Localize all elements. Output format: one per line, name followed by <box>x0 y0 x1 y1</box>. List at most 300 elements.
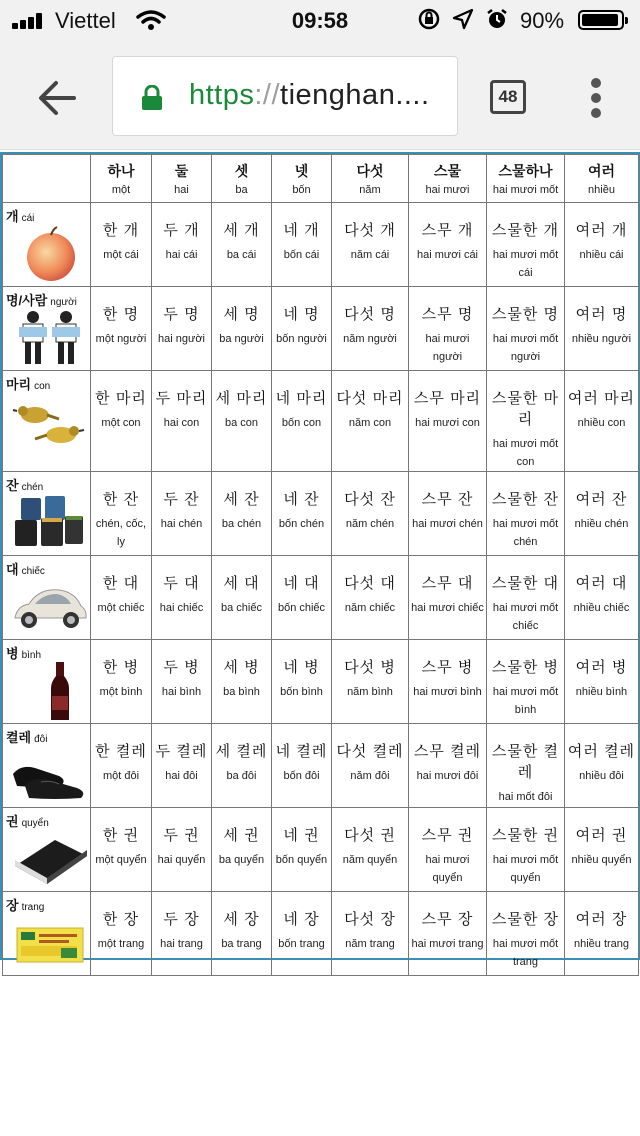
cell-vietnamese: nhiều chén <box>574 518 629 530</box>
unit-korean: 마리 <box>6 377 32 392</box>
table-row <box>3 556 639 640</box>
table-cell <box>565 287 639 371</box>
table-cell <box>409 892 487 976</box>
unit-vietnamese: đôi <box>34 734 48 745</box>
table-cell <box>332 287 409 371</box>
unit-label <box>6 374 50 394</box>
battery-icon <box>578 10 624 30</box>
unit-vietnamese: con <box>34 381 51 392</box>
cell-vietnamese: nhiều chiếc <box>573 602 630 614</box>
cell-korean: 스무 권 <box>421 827 474 844</box>
cell-korean: 여러 권 <box>575 827 628 844</box>
table-cell <box>152 892 212 976</box>
unit-label <box>6 895 44 915</box>
column-header <box>409 155 487 203</box>
cell-korean: 네 마리 <box>275 390 328 407</box>
cell-vietnamese: hai bình <box>161 686 202 698</box>
header-korean: 여러 <box>587 163 616 179</box>
cell-vietnamese: hai mươi quyển <box>425 854 470 884</box>
table-cell <box>91 472 152 556</box>
cell-vietnamese: năm trang <box>345 938 395 950</box>
cell-korean: 스무 명 <box>421 306 474 323</box>
header-korean: 다섯 <box>356 163 384 179</box>
cell-korean: 네 잔 <box>283 491 320 508</box>
table-row <box>3 640 639 724</box>
cell-korean: 세 켤레 <box>215 743 268 760</box>
table-cell <box>409 371 487 472</box>
table-cell <box>487 892 565 976</box>
cell-vietnamese: hai mươi người <box>425 333 470 363</box>
cell-korean: 스물한 장 <box>491 911 560 928</box>
battery-percent: 90% <box>520 8 565 33</box>
cell-vietnamese: năm cái <box>350 249 390 261</box>
tab-switcher-button[interactable]: 48 <box>490 80 526 114</box>
cell-korean: 세 잔 <box>223 491 260 508</box>
cell-vietnamese: bốn con <box>281 417 322 429</box>
alarm-icon <box>486 8 508 30</box>
cell-vietnamese: một bình <box>99 686 143 698</box>
table-row <box>3 371 639 472</box>
cell-vietnamese: hai cái <box>165 249 198 261</box>
birds-picture <box>11 393 89 451</box>
people-reading-picture <box>11 309 89 367</box>
cell-vietnamese: hai mươi mốt con <box>492 438 559 468</box>
table-row <box>3 472 639 556</box>
cell-vietnamese: hai mươi mốt quyển <box>492 854 559 884</box>
cell-korean: 다섯 대 <box>344 575 396 592</box>
cell-korean: 스물한 켤레 <box>491 743 560 781</box>
unit-vietnamese: bình <box>21 650 42 661</box>
cell-vietnamese: bốn người <box>276 333 327 345</box>
unit-korean: 대 <box>6 562 19 577</box>
table-cell <box>487 640 565 724</box>
table-cell <box>212 724 272 808</box>
table-cell <box>565 640 639 724</box>
header-korean: 넷 <box>294 163 309 179</box>
cell-korean: 네 대 <box>283 575 320 592</box>
cell-vietnamese: hai mươi cái <box>416 249 479 261</box>
carrier-name: Viettel <box>55 8 116 33</box>
cell-vietnamese: bốn chén <box>278 518 325 530</box>
cell-korean: 스물한 권 <box>491 827 560 844</box>
back-arrow-icon[interactable] <box>34 76 78 120</box>
cell-korean: 세 개 <box>223 222 260 239</box>
table-cell <box>487 556 565 640</box>
cell-korean: 한 장 <box>102 911 140 928</box>
table-cell <box>152 808 212 892</box>
cell-korean: 다섯 개 <box>344 222 396 239</box>
cell-korean: 두 개 <box>163 222 200 239</box>
cell-vietnamese: nhiều bình <box>575 686 628 698</box>
header-vietnamese: ba <box>235 184 248 196</box>
cell-korean: 세 대 <box>223 575 260 592</box>
car-picture <box>11 578 89 636</box>
table-cell <box>409 724 487 808</box>
cell-vietnamese: ba trang <box>221 938 262 950</box>
cell-vietnamese: hai mươi trang <box>411 938 484 950</box>
table-cell <box>91 808 152 892</box>
status-time: 09:58 <box>291 8 349 33</box>
cell-korean: 두 켤레 <box>155 743 208 760</box>
unit-vietnamese: chiếc <box>21 566 45 577</box>
cell-vietnamese: bốn cái <box>283 249 320 261</box>
table-cell <box>487 203 565 287</box>
cell-vietnamese: một con <box>101 417 141 429</box>
cell-vietnamese: ba bình <box>223 686 260 698</box>
table-cell <box>332 892 409 976</box>
cell-vietnamese: hai con <box>163 417 200 429</box>
cell-korean: 스물한 병 <box>491 659 560 676</box>
cell-vietnamese: nhiều cái <box>579 249 624 261</box>
table-row <box>3 808 639 892</box>
cell-korean: 스무 장 <box>421 911 474 928</box>
cell-korean: 네 병 <box>283 659 320 676</box>
table-cell <box>152 472 212 556</box>
table-header-row <box>3 155 639 203</box>
cell-vietnamese: chén, cốc, ly <box>95 518 147 548</box>
table-cell <box>272 472 332 556</box>
table-cell <box>91 371 152 472</box>
cell-korean: 한 잔 <box>102 491 140 508</box>
table-cell <box>91 556 152 640</box>
cell-korean: 다섯 권 <box>344 827 396 844</box>
cell-vietnamese: hai chén <box>160 518 203 530</box>
cell-korean: 여러 장 <box>575 911 628 928</box>
unit-label <box>6 811 49 831</box>
unit-cell <box>3 892 91 976</box>
cell-korean: 한 명 <box>102 306 140 323</box>
unit-label <box>6 290 77 310</box>
cell-vietnamese: nhiều con <box>577 417 626 429</box>
cell-korean: 스물한 대 <box>491 575 560 592</box>
table-cell <box>212 287 272 371</box>
rotation-lock-icon <box>418 8 440 30</box>
table-cell <box>272 556 332 640</box>
cell-vietnamese: nhiều quyển <box>571 854 632 866</box>
unit-vietnamese: chén <box>21 482 44 493</box>
table-cell <box>91 287 152 371</box>
location-icon <box>452 8 474 30</box>
table-cell <box>487 472 565 556</box>
cell-korean: 두 병 <box>163 659 200 676</box>
table-cell <box>487 724 565 808</box>
unit-label <box>6 206 34 226</box>
cell-vietnamese: một trang <box>97 938 145 950</box>
table-cell <box>272 287 332 371</box>
table-cell <box>152 556 212 640</box>
unit-korean: 병 <box>6 646 19 661</box>
cell-korean: 여러 잔 <box>575 491 628 508</box>
cell-korean: 스무 대 <box>421 575 474 592</box>
header-vietnamese: bốn <box>292 184 311 196</box>
cell-vietnamese: năm người <box>343 333 397 345</box>
cell-korean: 여러 개 <box>575 222 628 239</box>
cups-picture <box>11 494 89 552</box>
cell-vietnamese: nhiều người <box>571 333 632 345</box>
table-cell <box>409 640 487 724</box>
table-cell <box>487 371 565 472</box>
column-header <box>152 155 212 203</box>
column-header <box>487 155 565 203</box>
unit-korean: 켤레 <box>6 730 32 745</box>
table-cell <box>409 287 487 371</box>
unit-label <box>6 559 45 579</box>
header-vietnamese: năm <box>359 184 381 196</box>
cell-vietnamese: hai mươi mốt chiếc <box>492 602 559 632</box>
cell-vietnamese: nhiều trang <box>573 938 630 950</box>
cell-vietnamese: một chiếc <box>97 602 145 614</box>
header-korean: 셋 <box>234 163 249 179</box>
lock-icon <box>141 85 163 111</box>
table-cell <box>409 203 487 287</box>
header-corner <box>3 155 91 203</box>
table-cell <box>272 808 332 892</box>
unit-cell <box>3 287 91 371</box>
cell-korean: 한 권 <box>102 827 140 844</box>
table-cell <box>91 892 152 976</box>
cell-vietnamese: hai quyển <box>157 854 206 866</box>
cell-korean: 네 개 <box>283 222 320 239</box>
cell-vietnamese: hai mươi mốt chén <box>492 518 559 548</box>
table-cell <box>565 203 639 287</box>
cell-korean: 여러 병 <box>575 659 628 676</box>
cell-korean: 여러 마리 <box>567 390 636 407</box>
unit-vietnamese: người <box>50 297 77 308</box>
cell-vietnamese: nhiều đôi <box>579 770 624 782</box>
cell-korean: 스물한 잔 <box>491 491 560 508</box>
cell-vietnamese: hai người <box>158 333 205 345</box>
table-row <box>3 724 639 808</box>
cell-vietnamese: bốn đôi <box>283 770 320 782</box>
table-cell <box>272 371 332 472</box>
cell-korean: 스무 켤레 <box>413 743 482 760</box>
unit-korean: 개 <box>6 209 19 224</box>
header-vietnamese: hai <box>174 184 189 196</box>
status-bar <box>0 0 640 40</box>
url-separator: :// <box>254 79 281 111</box>
cell-vietnamese: một đôi <box>102 770 140 782</box>
overflow-menu-icon[interactable] <box>586 78 606 118</box>
unit-korean: 잔 <box>6 478 19 493</box>
cell-korean: 한 개 <box>102 222 140 239</box>
table-cell <box>212 472 272 556</box>
table-cell <box>332 640 409 724</box>
cell-korean: 한 켤레 <box>95 743 147 760</box>
cell-korean: 세 병 <box>223 659 260 676</box>
table-cell <box>272 892 332 976</box>
column-header <box>272 155 332 203</box>
column-header <box>332 155 409 203</box>
cell-vietnamese: hai mươi chén <box>412 518 483 530</box>
unit-korean: 권 <box>6 814 19 829</box>
table-cell <box>272 724 332 808</box>
table-cell <box>212 371 272 472</box>
cell-vietnamese: năm chiếc <box>344 602 396 614</box>
url-text <box>189 79 430 112</box>
cell-korean: 다섯 잔 <box>344 491 396 508</box>
cell-vietnamese: ba đôi <box>226 770 257 782</box>
cell-vietnamese: một cái <box>103 249 139 261</box>
cell-vietnamese: năm đôi <box>350 770 390 782</box>
cell-korean: 스무 병 <box>421 659 474 676</box>
header-vietnamese: nhiều <box>588 184 615 196</box>
cell-vietnamese: hai mươi đôi <box>416 770 479 782</box>
cell-vietnamese: năm quyển <box>342 854 398 866</box>
table-cell <box>91 724 152 808</box>
cell-vietnamese: hai trang <box>160 938 203 950</box>
header-korean: 스물 <box>433 163 462 179</box>
cell-vietnamese: hai mươi mốt cái <box>492 249 559 279</box>
table-cell <box>152 640 212 724</box>
cell-vietnamese: hai mươi mốt bình <box>492 686 559 716</box>
cell-korean: 두 장 <box>163 911 200 928</box>
table-row <box>3 287 639 371</box>
table-cell <box>565 808 639 892</box>
cell-korean: 다섯 명 <box>344 306 396 323</box>
unit-cell <box>3 640 91 724</box>
cell-korean: 스물한 개 <box>491 222 560 239</box>
table-cell <box>212 203 272 287</box>
cell-korean: 네 명 <box>283 306 320 323</box>
shoes-picture <box>11 746 89 804</box>
cell-vietnamese: ba cái <box>226 249 257 261</box>
cell-korean: 두 대 <box>163 575 200 592</box>
table-cell <box>152 203 212 287</box>
table-row <box>3 203 639 287</box>
table-cell <box>487 287 565 371</box>
table-cell <box>152 371 212 472</box>
cell-vietnamese: một quyển <box>95 854 147 866</box>
table-cell <box>409 472 487 556</box>
cell-korean: 다섯 병 <box>344 659 396 676</box>
unit-cell <box>3 556 91 640</box>
book-picture <box>11 830 89 888</box>
cell-korean: 세 권 <box>223 827 260 844</box>
cell-korean: 스물한 명 <box>491 306 560 323</box>
table-cell <box>565 724 639 808</box>
header-vietnamese: một <box>111 184 131 196</box>
cell-vietnamese: ba người <box>219 333 264 345</box>
column-header <box>565 155 639 203</box>
unit-vietnamese: cái <box>21 213 35 224</box>
cell-vietnamese: hai mươi con <box>415 417 480 429</box>
cell-korean: 네 켤레 <box>275 743 328 760</box>
unit-label <box>6 643 41 663</box>
table-cell <box>152 287 212 371</box>
cell-vietnamese: năm chén <box>345 518 395 530</box>
apple-picture <box>11 225 89 283</box>
cell-vietnamese: hai mươi chiếc <box>411 602 484 614</box>
address-bar[interactable] <box>112 56 458 136</box>
unit-cell <box>3 808 91 892</box>
unit-label <box>6 727 47 747</box>
cell-vietnamese: năm con <box>348 417 392 429</box>
cell-vietnamese: hai mốt đôi <box>498 791 553 803</box>
cell-korean: 다섯 켤레 <box>336 743 404 760</box>
column-header <box>91 155 152 203</box>
cell-vietnamese: bốn chiếc <box>277 602 326 614</box>
cell-korean: 한 대 <box>102 575 140 592</box>
table-cell <box>565 556 639 640</box>
table-cell <box>212 556 272 640</box>
header-korean: 둘 <box>174 163 189 179</box>
cell-korean: 한 병 <box>102 659 140 676</box>
cell-vietnamese: hai mươi mốt trang <box>492 938 559 968</box>
table-cell <box>332 724 409 808</box>
cell-korean: 스물한 마리 <box>491 390 560 428</box>
table-cell <box>409 808 487 892</box>
table-cell <box>91 640 152 724</box>
cell-korean: 여러 켤레 <box>567 743 636 760</box>
table-cell <box>91 203 152 287</box>
header-vietnamese: hai mươi <box>425 184 470 196</box>
table-cell <box>212 640 272 724</box>
table-cell <box>152 724 212 808</box>
table-cell <box>332 808 409 892</box>
url-scheme: https <box>189 79 255 111</box>
cell-vietnamese: ba chiếc <box>221 602 262 614</box>
table-cell <box>272 203 332 287</box>
cell-vietnamese: năm bình <box>347 686 393 698</box>
table-cell <box>332 203 409 287</box>
table-cell <box>272 640 332 724</box>
cell-vietnamese: bốn quyển <box>275 854 328 866</box>
header-korean: 하나 <box>107 163 135 179</box>
cell-vietnamese: bốn trang <box>278 938 325 950</box>
table-cell <box>332 472 409 556</box>
unit-cell <box>3 371 91 472</box>
counter-table-image <box>0 152 640 968</box>
unit-vietnamese: trang <box>21 902 45 913</box>
unit-cell <box>3 203 91 287</box>
cell-korean: 여러 명 <box>575 306 628 323</box>
table-cell <box>565 472 639 556</box>
cell-korean: 두 잔 <box>163 491 200 508</box>
table-cell <box>565 371 639 472</box>
table-cell <box>332 556 409 640</box>
cell-vietnamese: một người <box>95 333 147 345</box>
header-vietnamese: hai mươi mốt <box>492 184 559 196</box>
cell-korean: 세 마리 <box>215 390 268 407</box>
cell-korean: 여러 대 <box>575 575 628 592</box>
table-cell <box>565 892 639 976</box>
unit-label <box>6 475 43 495</box>
unit-cell <box>3 724 91 808</box>
cell-korean: 세 장 <box>223 911 260 928</box>
cell-korean: 다섯 장 <box>344 911 396 928</box>
cell-vietnamese: ba quyển <box>218 854 265 866</box>
unit-korean: 명/사람 <box>6 293 48 308</box>
table-cell <box>409 556 487 640</box>
cell-korean: 두 명 <box>163 306 200 323</box>
table-body <box>3 203 639 976</box>
cell-korean: 두 권 <box>163 827 200 844</box>
cell-korean: 스무 마리 <box>413 390 482 407</box>
ticket-picture <box>11 914 89 972</box>
cell-korean: 다섯 마리 <box>336 390 404 407</box>
cell-korean: 세 명 <box>223 306 260 323</box>
cell-korean: 한 마리 <box>95 390 147 407</box>
cell-vietnamese: hai mươi mốt người <box>492 333 559 363</box>
url-host: tienghan.... <box>280 79 430 111</box>
cell-vietnamese: hai đôi <box>165 770 198 782</box>
cell-korean: 네 권 <box>283 827 320 844</box>
unit-korean: 장 <box>6 898 19 913</box>
cell-vietnamese: hai chiếc <box>159 602 204 614</box>
counter-table <box>2 154 639 976</box>
cell-korean: 네 장 <box>283 911 320 928</box>
cell-vietnamese: ba con <box>224 417 259 429</box>
